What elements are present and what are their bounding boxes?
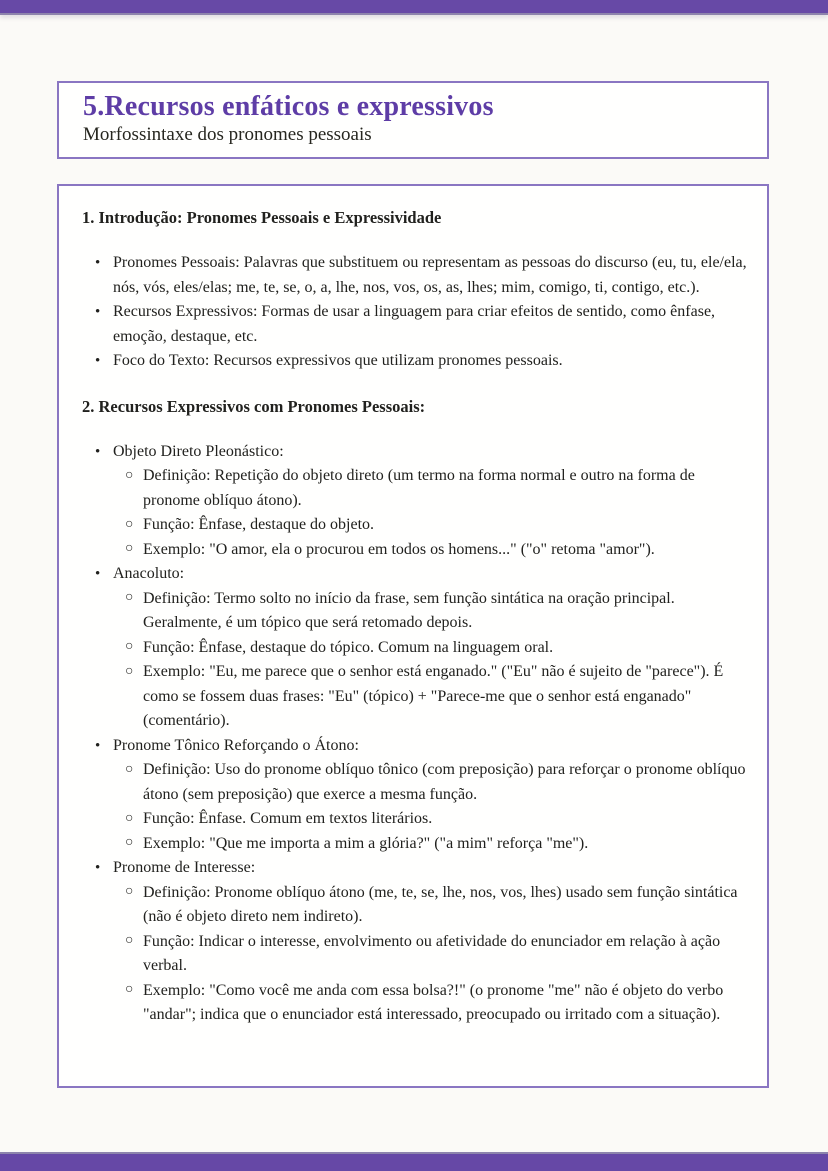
bullet-circle-icon: ○ (125, 810, 134, 826)
bullet-circle-icon: ○ (125, 467, 134, 483)
sub-list-item (125, 758, 753, 807)
list-item (95, 300, 753, 349)
list-item-text: Pronomes Pessoais: Palavras que substituem ou representam as pessoas do discurso (eu, tu, ele/ela, nós, vós, eles/elas; me, te, se, o, a, lhe, nos, vos, os, as, lhes; mim, comigo, ti, contigo, etc.). (113, 254, 747, 296)
bullet-circle-icon: ○ (125, 541, 134, 556)
list-item (95, 251, 753, 300)
sub-list-item (125, 464, 753, 513)
page-title: 5.Recursos enfáticos e expressivos (83, 91, 494, 122)
sub-list-item-text: Exemplo: "Eu, me parece que o senhor está enganado." ("Eu" não é sujeito de "parece"). É como se fossem duas frases: "Eu" (tópico) + "Parece-me que o senhor está enganado" (comentário). (143, 663, 724, 729)
section-2-list (82, 440, 753, 1028)
title-box (57, 81, 769, 159)
sub-list-item-text: Exemplo: "Que me importa a mim a glória?" ("a mim" reforça "me"). (143, 834, 589, 852)
sub-list-item-text: Definição: Repetição do objeto direto (um termo na forma normal e outro na forma de pronome oblíquo átono). (143, 467, 695, 509)
sub-list-item-text: Função: Indicar o interesse, envolvimento ou afetividade do enunciador em relação à ação verbal. (143, 932, 721, 974)
sub-list-item-text: Definição: Pronome oblíquo átono (me, te, se, lhe, nos, vos, lhes) usado sem função sintática (não é objeto direto nem indireto). (143, 883, 738, 925)
sub-list-item-text: Função: Ênfase, destaque do objeto. (143, 516, 375, 533)
section-1-list (82, 251, 753, 374)
bullet-circle-icon: ○ (125, 639, 134, 654)
list-item-text: Anacoluto: (113, 565, 185, 582)
bottom-accent-bar (0, 1152, 828, 1171)
sub-list-item (125, 513, 753, 538)
sub-list (113, 881, 753, 1028)
bullet-dot-icon: • (95, 860, 101, 876)
list-item (95, 734, 753, 857)
sub-list-item (125, 587, 753, 636)
bullet-dot-icon: • (95, 566, 101, 582)
bullet-circle-icon: ○ (125, 516, 134, 532)
sub-list-item (125, 807, 753, 832)
bullet-dot-icon: • (95, 255, 101, 271)
sub-list-item-text: Função: Ênfase. Comum em textos literários. (143, 810, 433, 827)
list-item (95, 856, 753, 1028)
sub-list-item-text: Função: Ênfase, destaque do tópico. Comum na linguagem oral. (143, 638, 554, 656)
sub-list (113, 587, 753, 734)
content-box (57, 184, 769, 1088)
sub-list-item (125, 636, 753, 661)
section-2-heading: 2. Recursos Expressivos com Pronomes Pessoais: (82, 396, 426, 416)
list-item-text: Recursos Expressivos: Formas de usar a linguagem para criar efeitos de sentido, como ênfase, emoção, destaque, etc. (113, 303, 716, 345)
sub-list-item (125, 930, 753, 979)
bullet-circle-icon: ○ (125, 761, 134, 777)
sub-list-item-text: Definição: Uso do pronome oblíquo tônico (com preposição) para reforçar o pronome oblíquo átono (sem preposição) que exerce a mesma função. (143, 761, 746, 803)
page-subtitle: Morfossintaxe dos pronomes pessoais (83, 124, 372, 145)
bullet-circle-icon: ○ (125, 663, 134, 679)
list-item (95, 440, 753, 563)
bullet-dot-icon: • (95, 353, 101, 369)
sub-list (113, 758, 753, 856)
list-item (95, 349, 753, 374)
list-item-text: Pronome Tônico Reforçando o Átono: (113, 736, 359, 754)
sub-list-item (125, 538, 753, 563)
list-item-text: Pronome de Interesse: (113, 859, 256, 876)
bullet-circle-icon: ○ (125, 982, 134, 997)
bullet-circle-icon: ○ (125, 835, 134, 850)
bullet-dot-icon: • (95, 304, 101, 320)
bullet-circle-icon: ○ (125, 884, 134, 899)
sub-list-item-text: Exemplo: "O amor, ela o procurou em todos os homens..." ("o" retoma "amor"). (143, 540, 655, 558)
bullet-dot-icon: • (95, 443, 101, 460)
list-item-text: Objeto Direto Pleonástico: (113, 442, 284, 460)
sub-list-item (125, 881, 753, 930)
sub-list-item (125, 832, 753, 857)
sub-list (113, 464, 753, 562)
bullet-circle-icon: ○ (125, 590, 134, 605)
sub-list-item (125, 660, 753, 734)
bullet-dot-icon: • (95, 737, 101, 754)
section-1-heading: 1. Introdução: Pronomes Pessoais e Expressividade (82, 208, 442, 227)
sub-list-item (125, 979, 753, 1028)
list-item-text: Foco do Texto: Recursos expressivos que utilizam pronomes pessoais. (113, 352, 563, 369)
sub-list-item-text: Definição: Termo solto no início da frase, sem função sintática na oração principal. Geralmente, é um tópico que será retomado depois. (143, 589, 675, 631)
bullet-circle-icon: ○ (125, 933, 134, 948)
top-accent-bar (0, 0, 828, 15)
list-item (95, 562, 753, 734)
sub-list-item-text: Exemplo: "Como você me anda com essa bolsa?!" (o pronome "me" não é objeto do verbo "andar"; indica que o enunciador está interessado, preocupado ou irritado com a situação). (143, 981, 724, 1023)
